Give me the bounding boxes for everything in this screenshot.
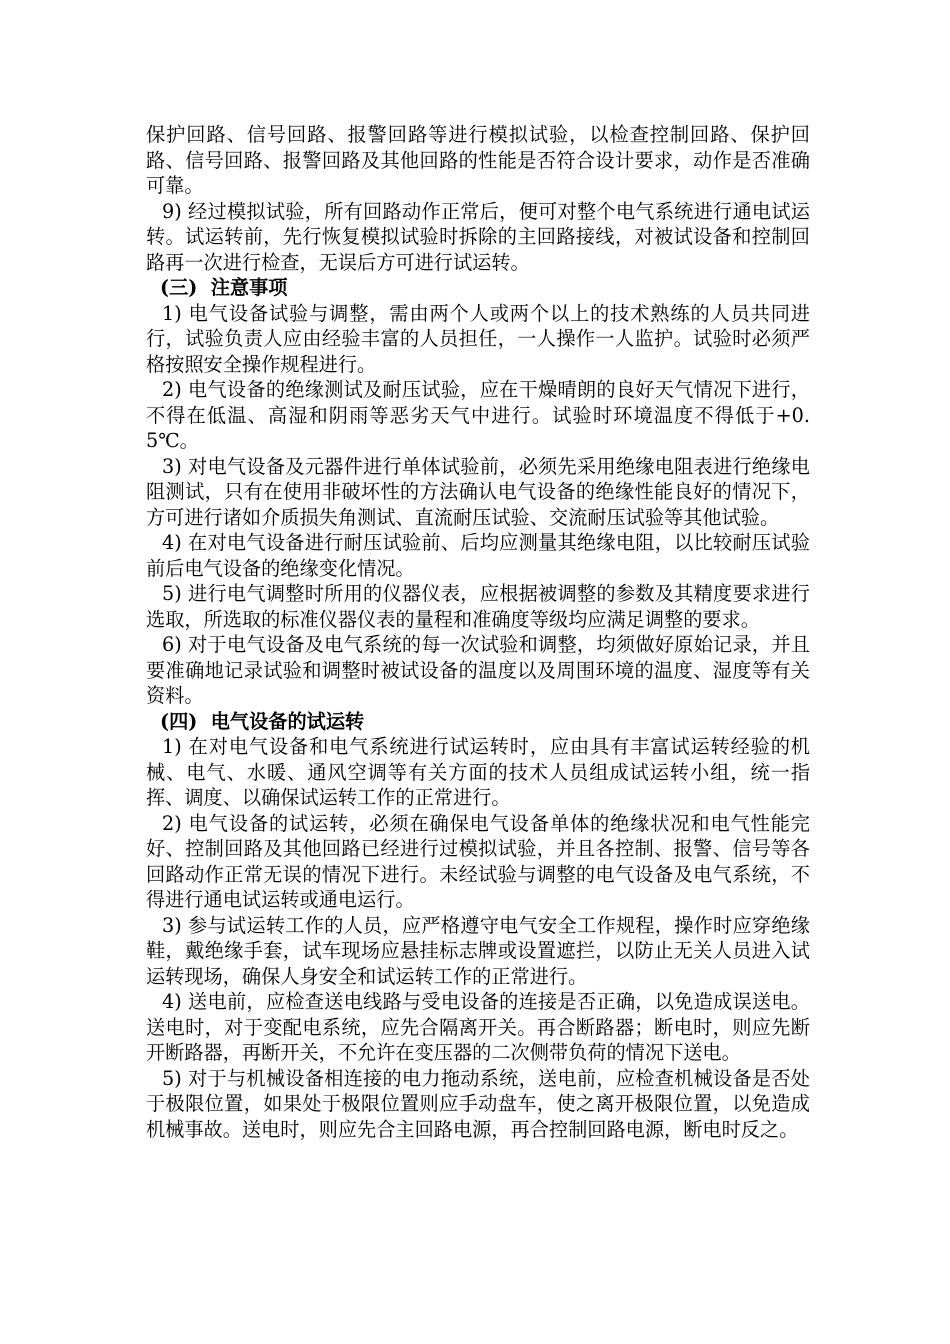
paragraph-notes-5: 5) 进行电气调整时所用的仪器仪表，应根据被调整的参数及其精度要求进行选取，所选取的标准仪器仪表的量程和准确度等级均应满足调整的要求。: [146, 582, 810, 631]
paragraph-notes-3: 3) 对电气设备及元器件进行单体试验前，必须先采用绝缘电阻表进行绝缘电阻测试，只有在使用非破坏性的方法确认电气设备的绝缘性能良好的情况下，方可进行诸如介质损失角测试、直流耐压试验、交流耐压试验等其他试验。: [146, 454, 810, 529]
paragraph-trial-4: 4) 送电前，应检查送电线路与受电设备的连接是否正确，以免造成误送电。送电时，对于变配电系统，应先合隔离开关。再合断路器；断电时，则应先断开断路器，再断开关，不允许在变压器的二次侧带负荷的情况下送电。: [146, 990, 810, 1064]
paragraph-trial-2: 2) 电气设备的试运转，必须在确保电气设备单体的绝缘状况和电气性能完好、控制回路及其他回路已经进行过模拟试验，并且各控制、报警、信号等各回路动作正常无误的情况下进行。未经试验与调整的电气设备及电气系统，不得进行通电试运转或通电运行。: [146, 811, 810, 911]
paragraph-notes-6: 6) 对于电气设备及电气系统的每一次试验和调整，均须做好原始记录，并且要准确地记录试验和调整时被试设备的温度以及周围环境的温度、湿度等有关资料。: [146, 633, 810, 707]
paragraph-trial-3: 3) 参与试运转工作的人员，应严格遵守电气安全工作规程，操作时应穿绝缘鞋，戴绝缘手套，试车现场应悬挂标志牌或设置遮拦，以防止无关人员进入试运转现场，确保人身安全和试运转工作的正常进行。: [146, 913, 810, 988]
section-heading-notes: (三) 注意事项: [160, 276, 288, 299]
paragraph-continuation: 保护回路、信号回路、报警回路等进行模拟试验，以检查控制回路、保护回路、信号回路、报警回路及其他回路的性能是否符合设计要求，动作是否准确可靠。: [146, 123, 810, 197]
paragraph-notes-4: 4) 在对电气设备进行耐压试验前、后均应测量其绝缘电阻，以比较耐压试验前后电气设备的绝缘变化情况。: [146, 531, 810, 580]
paragraph-notes-1: 1) 电气设备试验与调整，需由两个人或两个以上的技术熟练的人员共同进行，试验负责人应由经验丰富的人员担任，一人操作一人监护。试验时必须严格按照安全操作规程进行。: [146, 301, 810, 376]
paragraph-notes-2: 2) 电气设备的绝缘测试及耐压试验，应在干燥晴朗的良好天气情况下进行，不得在低温、高湿和阴雨等恶劣天气中进行。试验时环境温度不得低于+0.5℃。: [146, 378, 810, 452]
paragraph-item-9: 9) 经过模拟试验，所有回路动作正常后，便可对整个电气系统进行通电试运转。试运转前，先行恢复模拟试验时拆除的主回路接线，对被试设备和控制回路再一次进行检查，无误后方可进行试运转。: [146, 199, 810, 274]
paragraph-trial-1: 1) 在对电气设备和电气系统进行试运转时，应由具有丰富试运转经验的机械、电气、水暖、通风空调等有关方面的技术人员组成试运转小组，统一指挥、调度、以确保试运转工作的正常进行。: [146, 735, 810, 809]
section-heading-trial-run: (四) 电气设备的试运转: [160, 709, 365, 733]
document-body: [146, 122, 810, 1142]
paragraph-trial-5: 5) 对于与机械设备相连接的电力拖动系统，送电前，应检查机械设备是否处于极限位置，如果处于极限位置则应手动盘车，使之离开极限位置，以免造成机械事故。送电时，则应先合主回路电源，再合控制回路电源，断电时反之。: [146, 1066, 810, 1141]
